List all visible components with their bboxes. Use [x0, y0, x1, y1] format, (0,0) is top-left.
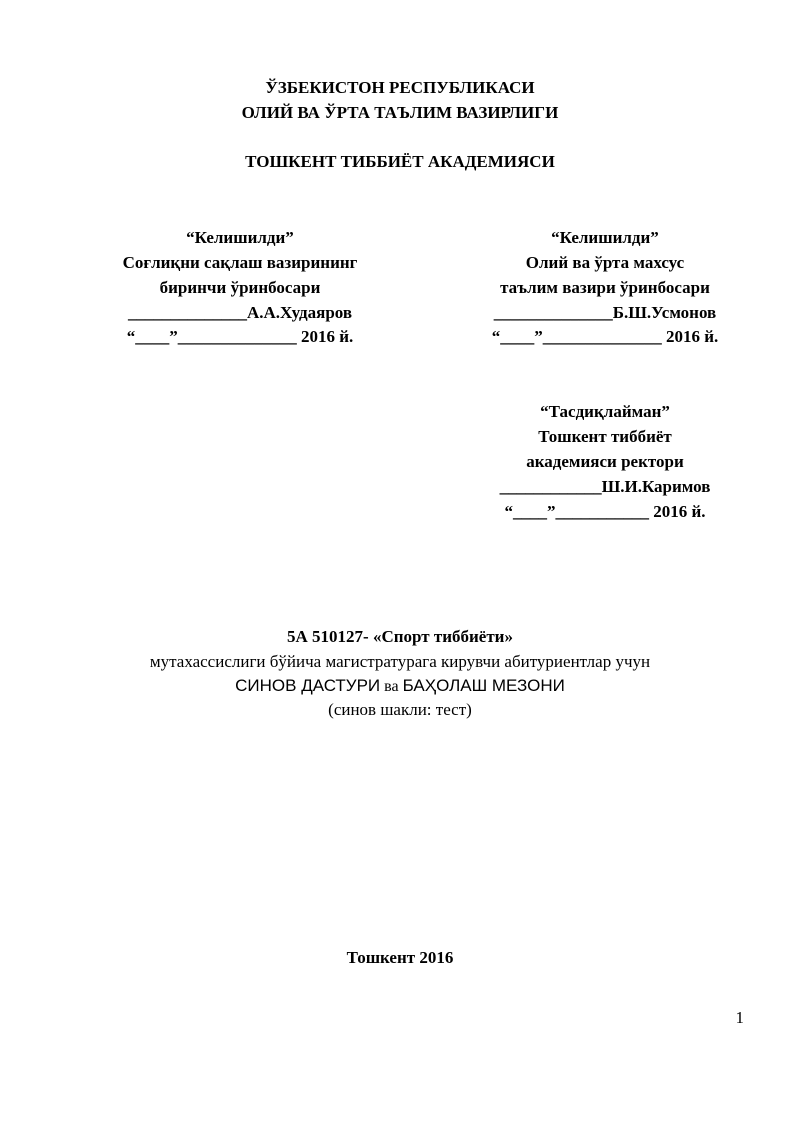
program-document-title [0, 674, 800, 699]
program-exam-form: (синов шакли: тест) [328, 700, 472, 719]
approval-left-date: “____”______________ 2016 й. [126, 327, 354, 346]
rector-signature: ____________Ш.И.Каримов [499, 477, 711, 496]
approval-left-signature: ______________А.А.Худаяров [127, 303, 353, 322]
rector-position-line1: Тошкент тиббиёт [538, 427, 672, 446]
approval-right-position-line1: Олий ва ўрта махсус [525, 253, 685, 272]
program-code-title: 5А 510127- «Спорт тиббиёти» [287, 627, 513, 646]
approval-right-date: “____”______________ 2016 й. [491, 327, 719, 346]
program-title-part1: СИНОВ ДАСТУРИ [235, 676, 381, 695]
approval-left-position-line1: Соғлиқни сақлаш вазирининг [122, 253, 358, 272]
program-title-part2: БАҲОЛАШ МЕЗОНИ [402, 676, 565, 695]
rector-approval-title: “Тасдиқлайман” [540, 402, 670, 421]
program-title-conjunction: ва [380, 678, 403, 695]
rector-position-line2: академияси ректори [526, 452, 684, 471]
approval-right-position-line2: таълим вазири ўринбосари [500, 278, 710, 297]
approval-right-signature: ______________Б.Ш.Усмонов [493, 303, 717, 322]
ministry-heading: ОЛИЙ ВА ЎРТА ТАЪЛИМ ВАЗИРЛИГИ [241, 103, 559, 122]
approval-left-title: “Келишилди” [186, 228, 294, 247]
program-description: мутахассислиги бўйича магистратурага кирувчи абитуриентлар учун [149, 652, 651, 671]
approval-right-title: “Келишилди” [551, 228, 659, 247]
page-number: 1 [735, 1008, 744, 1027]
approval-left-position-line2: биринчи ўринбосари [159, 278, 321, 297]
rector-date: “____”___________ 2016 й. [504, 502, 706, 521]
footer-city-year: Тошкент 2016 [346, 948, 454, 967]
ministry-republic-heading: ЎЗБЕКИСТОН РЕСПУБЛИКАСИ [265, 78, 535, 97]
academy-heading: ТОШКЕНТ ТИББИЁТ АКАДЕМИЯСИ [245, 152, 555, 171]
